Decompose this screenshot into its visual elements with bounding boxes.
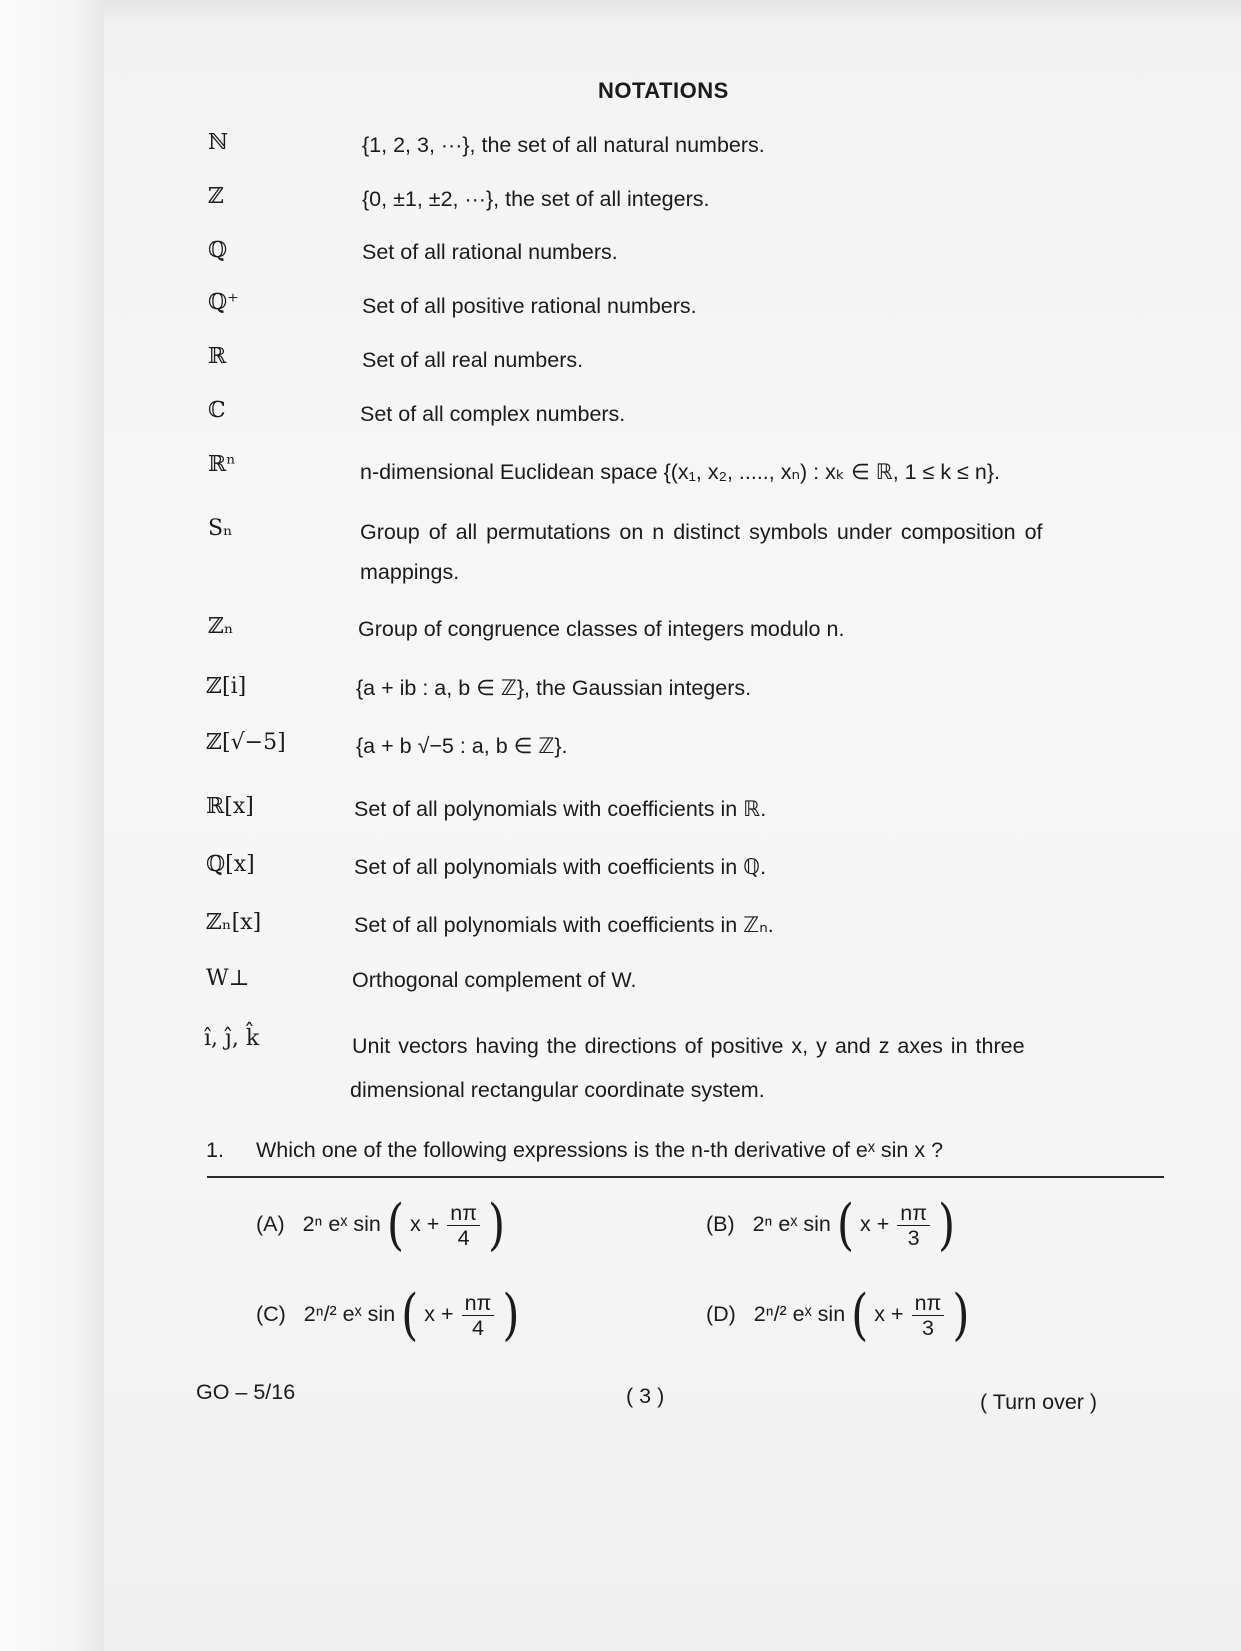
notation-description: Group of all permutations on n distinct symbols under composition of — [360, 520, 1043, 544]
fraction-numerator: nπ — [897, 1201, 930, 1226]
section-divider — [207, 1176, 1164, 1178]
notation-symbol: ℤ[√−5] — [206, 730, 286, 755]
option-inner: x + — [409, 1212, 440, 1237]
option-coefficient: 2ⁿ/² eˣ sin — [753, 1302, 846, 1327]
notation-description: Group of congruence classes of integers modulo n. — [358, 617, 845, 641]
notation-description: Set of all positive rational numbers. — [362, 294, 697, 318]
notation-description: {a + ib : a, b ∈ ℤ}, the Gaussian integers. — [356, 676, 752, 700]
option-coefficient: 2ⁿ eˣ sin — [302, 1212, 381, 1237]
close-paren: ) — [502, 1283, 520, 1348]
notation-symbol: ℝⁿ — [208, 452, 236, 477]
option-coefficient: 2ⁿ eˣ sin — [752, 1212, 831, 1237]
notation-symbol: W⊥ — [206, 966, 250, 991]
question-number: 1. — [206, 1138, 224, 1162]
paper-code: GO – 5/16 — [196, 1380, 296, 1404]
close-paren: ) — [938, 1193, 956, 1258]
notation-description: Set of all rational numbers. — [362, 240, 618, 264]
notation-symbol: ℚ⁺ — [208, 290, 239, 315]
notation-description: {1, 2, 3, ···}, the set of all natural numbers. — [362, 133, 765, 157]
option-inner: x + — [859, 1212, 890, 1237]
fraction-numerator: nπ — [912, 1291, 945, 1316]
notation-description: {a + b √−5 : a, b ∈ ℤ}. — [356, 734, 568, 758]
notation-description: Set of all polynomials with coefficients in ℝ. — [354, 797, 767, 821]
notation-symbol: ℤₙ — [208, 614, 234, 639]
notation-symbol: ℝ[x] — [206, 794, 254, 819]
question-text: Which one of the following expressions is the n-th derivative of eˣ sin x ? — [256, 1138, 944, 1162]
notation-symbol: î, ĵ, k̂ — [204, 1026, 260, 1051]
turn-over-note: ( Turn over ) — [980, 1390, 1098, 1414]
notation-symbol: ℚ[x] — [206, 852, 255, 877]
fraction — [447, 1201, 480, 1250]
fraction-denominator: 4 — [471, 1316, 484, 1340]
open-paren: ( — [851, 1283, 869, 1348]
notation-symbol: ℤ[i] — [206, 674, 247, 699]
notation-description-continued: mappings. — [360, 560, 460, 584]
notation-symbol: ℕ — [208, 130, 229, 155]
fraction-denominator: 4 — [457, 1226, 470, 1250]
notation-symbol: Sₙ — [208, 516, 233, 541]
option-coefficient: 2ⁿ/² eˣ sin — [303, 1302, 396, 1327]
option-label: (C) — [256, 1302, 286, 1327]
fraction — [897, 1201, 930, 1250]
close-paren: ) — [952, 1283, 970, 1348]
scan-top-edge — [104, 0, 1241, 26]
notation-symbol: ℤ — [208, 184, 225, 209]
notation-symbol: ℤₙ[x] — [206, 910, 262, 935]
option-a[interactable] — [256, 1193, 506, 1258]
close-paren: ) — [488, 1193, 506, 1258]
notation-description: Set of all polynomials with coefficients in ℤₙ. — [354, 913, 774, 937]
open-paren: ( — [836, 1193, 854, 1258]
notation-description: {0, ±1, ±2, ···}, the set of all integers. — [362, 187, 710, 211]
notation-symbol: ℂ — [208, 398, 226, 423]
scan-margin — [0, 0, 104, 1651]
fraction-numerator: nπ — [447, 1201, 480, 1226]
page-heading: NOTATIONS — [598, 78, 729, 103]
option-b[interactable] — [706, 1193, 956, 1258]
option-c[interactable] — [256, 1283, 520, 1348]
notation-description: Set of all real numbers. — [362, 348, 584, 372]
notation-description-continued: dimensional rectangular coordinate system. — [350, 1078, 765, 1102]
notation-symbol: ℚ — [208, 238, 228, 263]
fraction-denominator: 3 — [907, 1226, 920, 1250]
option-inner: x + — [874, 1302, 904, 1327]
fraction — [912, 1291, 945, 1340]
open-paren: ( — [386, 1193, 404, 1258]
notation-description: Set of all polynomials with coefficients in ℚ. — [354, 855, 767, 879]
fraction-numerator: nπ — [462, 1291, 495, 1316]
page-number: ( 3 ) — [626, 1384, 665, 1408]
option-label: (B) — [706, 1212, 735, 1237]
fraction-denominator: 3 — [921, 1316, 934, 1340]
open-paren: ( — [401, 1283, 419, 1348]
option-label: (A) — [256, 1212, 285, 1237]
notation-description: Unit vectors having the directions of positive x, y and z axes in three — [352, 1034, 1025, 1058]
notation-description: n-dimensional Euclidean space {(x₁, x₂, ....., xₙ) : xₖ ∈ ℝ, 1 ≤ k ≤ n}. — [360, 460, 1000, 484]
notation-description: Orthogonal complement of W. — [352, 968, 637, 992]
fraction — [462, 1291, 495, 1340]
option-inner: x + — [424, 1302, 454, 1327]
notation-description: Set of all complex numbers. — [360, 402, 626, 426]
option-label: (D) — [706, 1302, 736, 1327]
notation-symbol: ℝ — [208, 344, 227, 369]
option-d[interactable] — [706, 1283, 970, 1348]
